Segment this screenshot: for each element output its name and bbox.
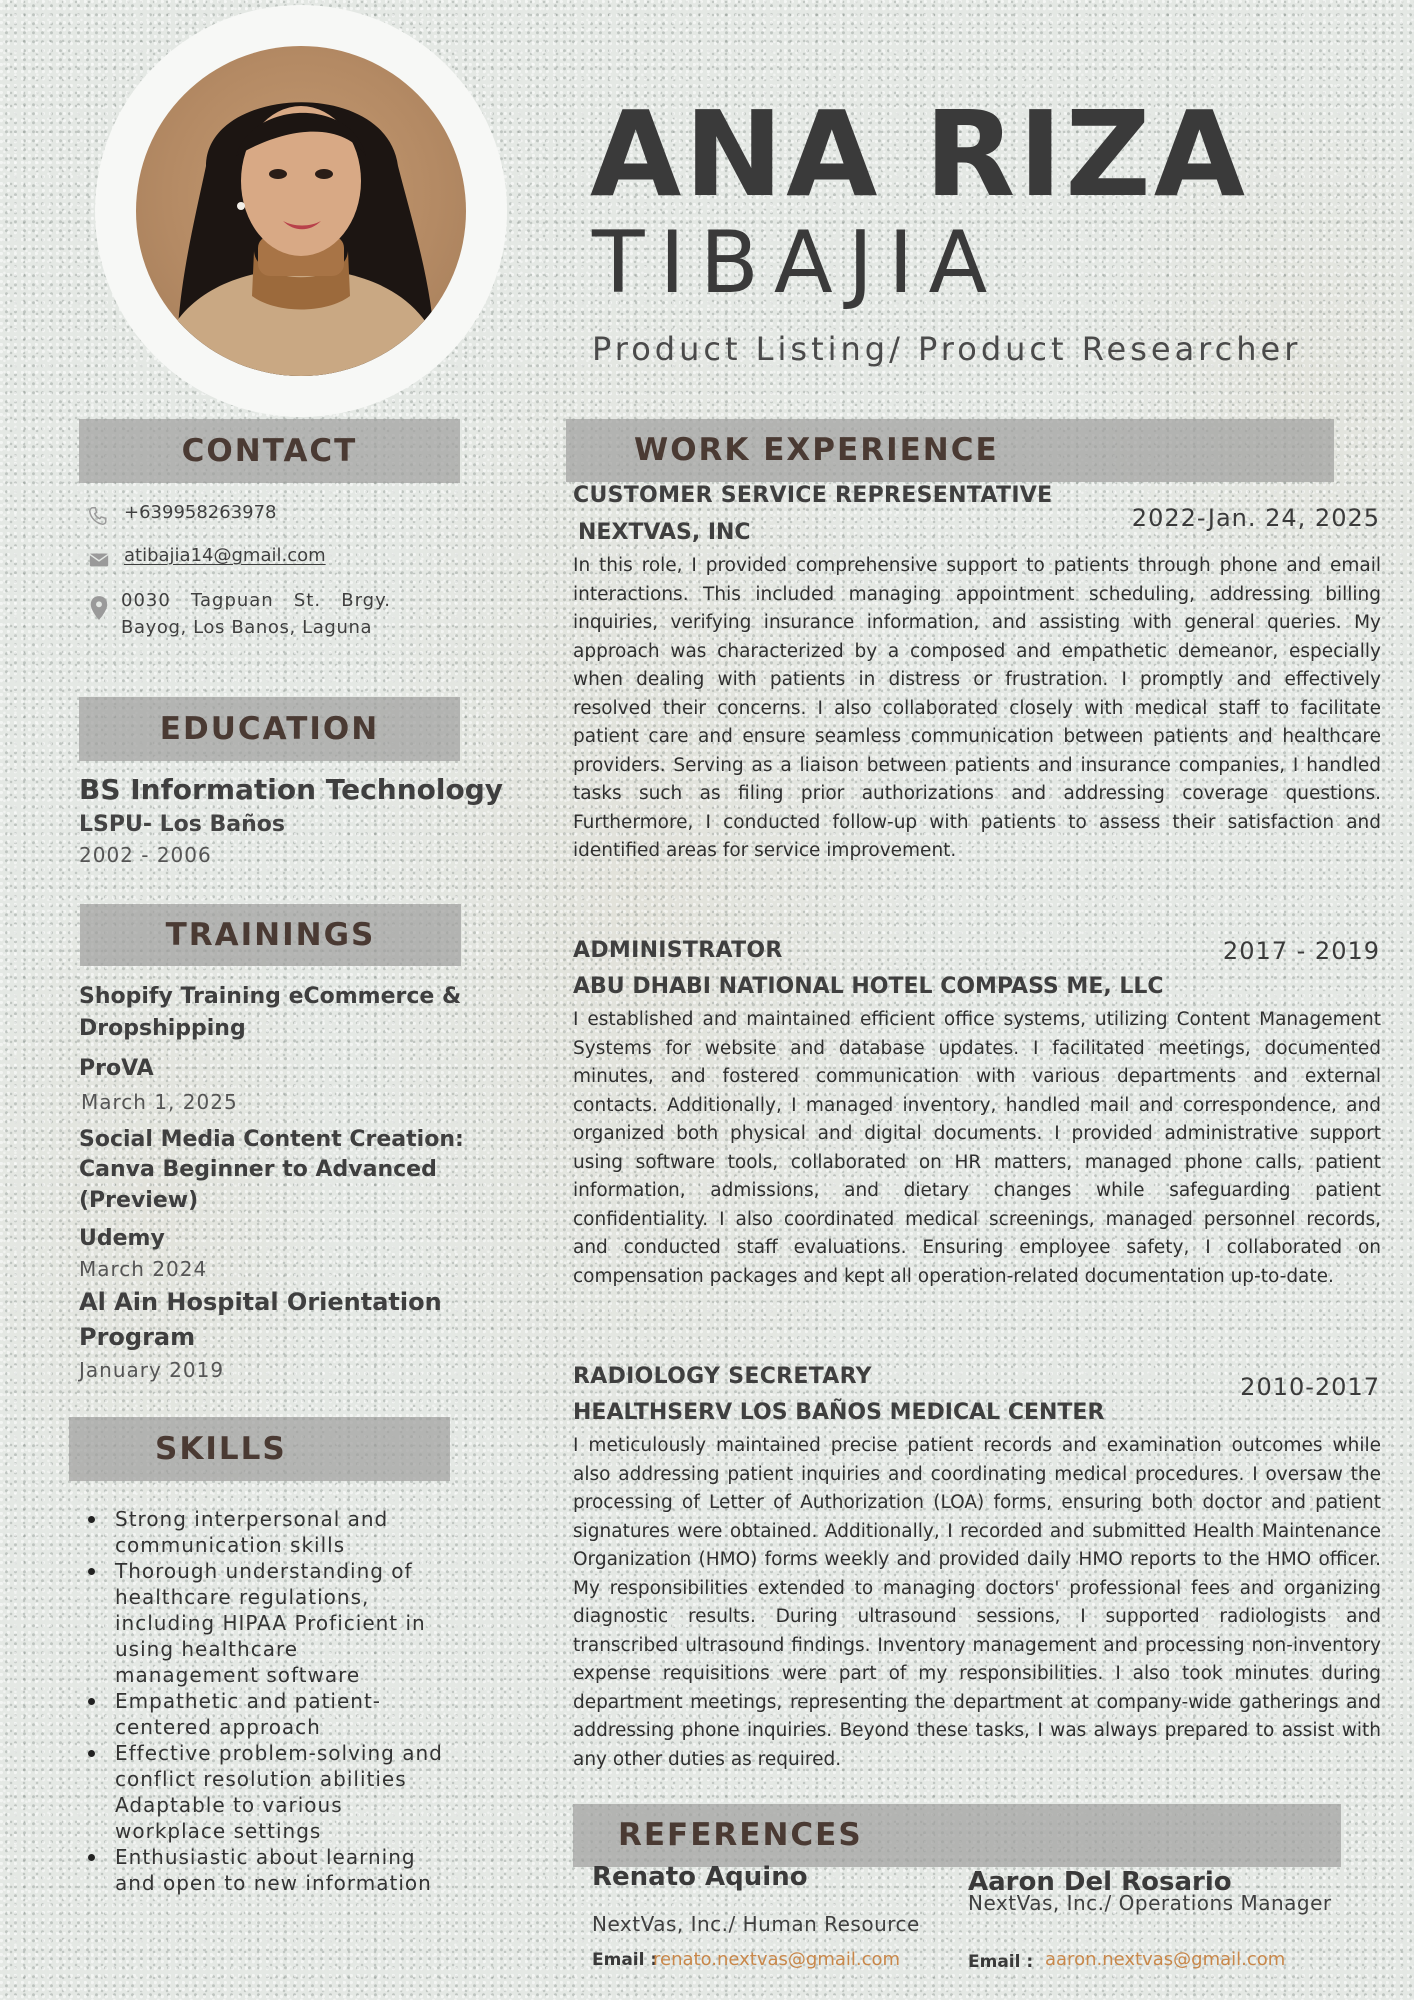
- training-title: Al Ain Hospital Orientation: [79, 1288, 442, 1316]
- skills-heading: [69, 1417, 450, 1481]
- job-company: NEXTVAS, INC: [578, 520, 751, 545]
- skill-line: Effective problem-solving and: [88, 1740, 488, 1766]
- mail-icon: [88, 548, 110, 570]
- training-title: Dropshipping: [79, 1016, 246, 1041]
- skill-line: healthcare regulations,: [115, 1585, 370, 1609]
- job-title: Product Listing/ Product Researcher: [592, 330, 1302, 368]
- skills-list: [88, 1506, 488, 1896]
- skill-line: and open to new information: [115, 1871, 432, 1895]
- job-dates: 2017 - 2019: [1222, 937, 1380, 965]
- training-org: ProVA: [79, 1056, 154, 1081]
- job-dates: 2010-2017: [1240, 1373, 1380, 1401]
- contact-email[interactable]: atibajia14@gmail.com: [124, 545, 326, 566]
- skill-line: workplace settings: [115, 1819, 322, 1843]
- training-title: (Preview): [79, 1188, 199, 1213]
- reference-email-label: Email :: [968, 1952, 1034, 1972]
- contact-heading: [79, 419, 460, 483]
- education-heading-text: EDUCATION: [159, 710, 380, 747]
- skill-line: Strong interpersonal and: [88, 1506, 488, 1532]
- job-description: I established and maintained efficient office systems, utilizing Content Management Systems for website and database updates. I facilitated meetings, documented minutes, and fostered communication with various departments and external contacts. Additionally, I managed inventory, handled mail and correspondence, and organized both physical and digital documents. I provided administrative support using software tools, collaborated on HR matters, managed phone calls, patient information, admissions, and dietary changes while safeguarding patient confidentiality. I also coordinated medical screenings, managed personnel records, and conducted staff evaluations. Ensuring employee safety, I collaborated on compensation packages and kept all operation-related documentation up-to-date.: [573, 1009, 1381, 1287]
- portrait-illustration: [136, 46, 466, 376]
- work-experience-heading-text: WORK EXPERIENCE: [634, 432, 999, 468]
- skill-line: Empathetic and patient-: [88, 1688, 488, 1714]
- work-experience-heading: [566, 419, 1334, 482]
- education-heading: [79, 697, 460, 761]
- reference-name: Renato Aquino: [592, 1862, 808, 1892]
- references-heading-text: REFERENCES: [618, 1817, 863, 1853]
- training-title: Program: [79, 1323, 196, 1351]
- job-dates: 2022-Jan. 24, 2025: [1131, 504, 1380, 532]
- reference-name: Aaron Del Rosario: [968, 1867, 1232, 1897]
- job-company: ABU DHABI NATIONAL HOTEL COMPASS ME, LLC: [573, 974, 1164, 999]
- skill-line: conflict resolution abilities: [115, 1767, 407, 1791]
- profile-photo: [136, 46, 466, 376]
- education-school: LSPU- Los Baños: [79, 812, 286, 837]
- reference-email[interactable]: aaron.nextvas@gmail.com: [1045, 1949, 1286, 1970]
- skill-line: including HIPAA Proficient in: [115, 1611, 426, 1635]
- skill-line: Adaptable to various: [115, 1793, 343, 1817]
- skill-line: management software: [115, 1663, 361, 1687]
- training-date: March 1, 2025: [81, 1090, 238, 1114]
- training-date: March 2024: [79, 1257, 208, 1281]
- education-years: 2002 - 2006: [79, 843, 212, 867]
- skill-line: Enthusiastic about learning: [88, 1844, 488, 1870]
- references-heading: [573, 1804, 1341, 1867]
- job-role: CUSTOMER SERVICE REPRESENTATIVE: [573, 483, 1053, 508]
- trainings-heading-text: TRAININGS: [165, 916, 376, 953]
- job-role: ADMINISTRATOR: [573, 938, 783, 963]
- contact-address-line1: 0030 Tagpuan St. Brgy.: [121, 590, 391, 611]
- job-description: I meticulously maintained precise patient records and examination outcomes while also addressing patient inquiries and coordinating medical procedures. I oversaw the processing of Letter of Authorization (LOA) forms, ensuring both doctor and patient signatures were obtained. Additionally, I recorded and submitted Health Maintenance Organization (HMO) forms weekly and provided daily HMO reports to the HMO officer. My responsibilities extended to managing doctors' professional fees and organizing diagnostic results. During ultrasound sessions, I supported radiologists and transcribed ultrasound findings. Inventory management and processing non-inventory expense requisitions were part of my responsibilities. I also took minutes during department meetings, representing the department at company-wide gatherings and addressing phone inquiries. Beyond these tasks, I was always prepared to assist with any other duties as required.: [573, 1435, 1381, 1770]
- reference-position: NextVas, Inc./ Human Resource: [592, 1912, 920, 1936]
- job-role: RADIOLOGY SECRETARY: [573, 1364, 872, 1389]
- reference-email-label: Email :: [592, 1950, 658, 1970]
- skills-heading-text: SKILLS: [155, 1430, 287, 1467]
- reference-email[interactable]: renato.nextvas@gmail.com: [653, 1949, 901, 1970]
- job-company: HEALTHSERV LOS BAÑOS MEDICAL CENTER: [573, 1400, 1105, 1425]
- trainings-heading: [80, 904, 461, 966]
- skill-line: communication skills: [115, 1533, 346, 1557]
- education-degree: BS Information Technology: [79, 773, 504, 806]
- location-pin-icon: [88, 595, 110, 621]
- contact-heading-text: CONTACT: [181, 432, 358, 469]
- reference-position: NextVas, Inc./ Operations Manager: [968, 1891, 1332, 1915]
- training-title: Social Media Content Creation:: [79, 1127, 464, 1152]
- training-org: Udemy: [79, 1226, 165, 1251]
- phone-icon: [87, 505, 109, 527]
- contact-address-line2: Bayog, Los Banos, Laguna: [121, 617, 373, 638]
- job-description: In this role, I provided comprehensive support to patients through phone and email interactions. This included managing appointment scheduling, addressing billing inquiries, verifying insurance information, and assisting with general queries. My approach was characterized by a composed and empathetic demeanor, especially when dealing with patients in distress or frustration. I promptly and effectively resolved their concerns. I also collaborated closely with medical staff to facilitate patient care and ensure seamless communication between patients and healthcare providers. Serving as a liaison between patients and insurance companies, I handled tasks such as filing prior authorizations and addressing coverage questions. Furthermore, I conducted follow-up with patients to assess their satisfaction and identified areas for service improvement.: [573, 555, 1381, 861]
- training-title: Shopify Training eCommerce &: [79, 984, 462, 1009]
- skill-line: Thorough understanding of: [88, 1558, 488, 1584]
- training-date: January 2019: [79, 1358, 225, 1382]
- last-name: TIBAJIA: [592, 213, 1003, 313]
- first-name: ANA RIZA: [590, 85, 1249, 223]
- contact-phone[interactable]: +639958263978: [124, 502, 277, 523]
- training-title: Canva Beginner to Advanced: [79, 1157, 437, 1182]
- skill-line: centered approach: [115, 1715, 321, 1739]
- skill-line: using healthcare: [115, 1637, 299, 1661]
